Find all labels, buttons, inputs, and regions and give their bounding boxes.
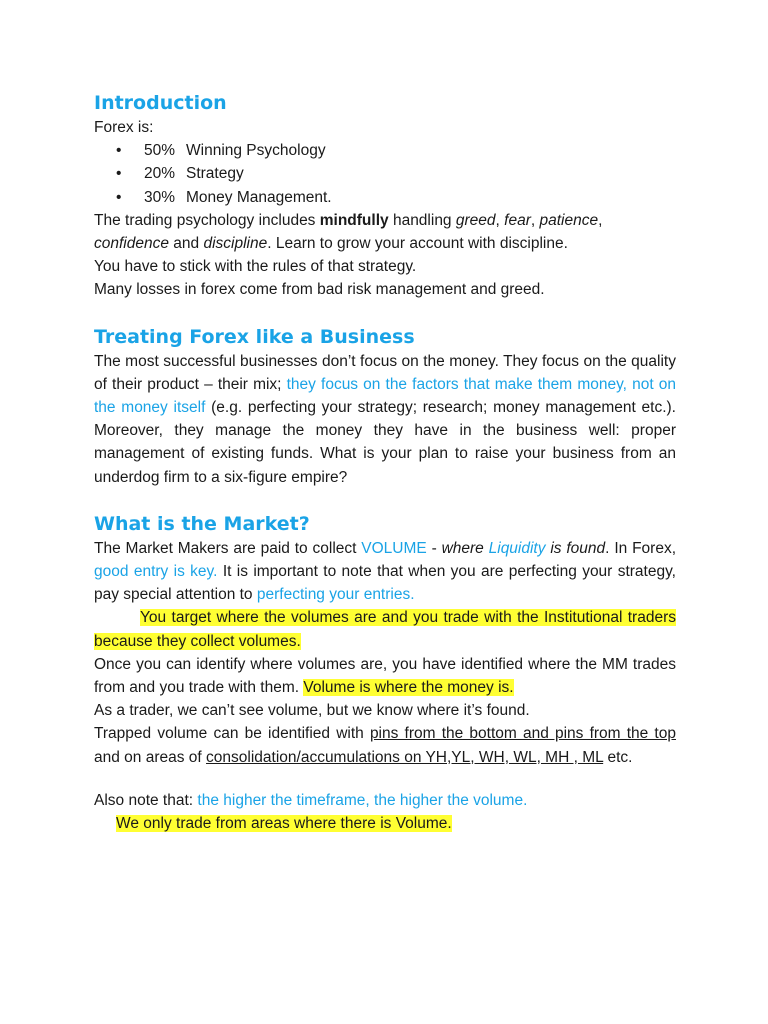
market-paragraph-trader: As a trader, we can’t see volume, but we know where it’s found. [94,702,530,720]
text-run: Once you can identify where volumes are, you have identified where the MM trades from and you trade with them. [94,655,676,697]
bullet-icon: • [116,165,122,183]
highlight-blue-text: perfecting your entries. [256,586,415,604]
bold-text: mindfully [319,211,389,229]
bullet-label: Strategy [186,165,244,183]
market-paragraph-only-trade [94,812,676,835]
text-run: and [168,235,204,253]
italic-text: patience [539,211,599,229]
text-run: etc. [603,748,633,766]
bullet-icon: • [116,142,122,160]
underlined-text: consolidation/accumulations on YH,YL, WH, WL, MH , ML [206,748,604,766]
italic-text: confidence [94,235,169,253]
italic-text: is found [545,539,606,557]
business-paragraph [94,350,676,489]
section-introduction [94,90,676,302]
bullet-percent: 50% [144,142,176,160]
intro-paragraph-losses: Many losses in forex come from bad risk management and greed. [94,281,545,299]
highlight-blue-text: good entry is key. [94,563,218,581]
intro-lead: Forex is: [94,119,154,136]
highlight-blue-text: they focus on the factors that make them money, not on the money itself [94,375,676,417]
market-paragraph-trapped [94,722,676,768]
yellow-highlight-text: We only trade from areas where there is Volume. [116,815,452,833]
list-item [94,186,676,209]
market-paragraph-volumes [94,653,676,699]
yellow-highlight-text: You target where the volumes are and you trade with the Institutional traders because they collect volumes. [94,609,676,650]
italic-text: where [441,539,489,557]
text-run: , [598,211,603,229]
heading-market: What is the Market? [94,512,310,535]
text-run: The most successful businesses don’t focus on the money. They focus on the quality of their product – their mix; [94,352,676,393]
text-run: Trapped volume can be identified with [94,725,370,743]
highlight-blue-text: Liquidity [488,539,546,557]
bullet-percent: 30% [144,188,176,206]
text-run: , [495,211,505,229]
text-run: In Forex, [614,539,676,557]
text-run: (e.g. perfecting your strategy; research; money management etc.). Moreover, they manage the money they have in the business well: proper management of existing funds. What is your plan to raise your business from an underdog firm to a six-figure empire? [94,399,676,486]
document-body [94,90,676,835]
bullet-percent: 20% [144,165,176,183]
yellow-highlight-text: Volume is where the money is. [303,679,514,697]
bullet-icon: • [116,188,122,206]
highlight-blue-text: VOLUME [361,539,427,557]
text-run: . Learn to grow your account with discipline. [267,235,568,253]
section-market [94,511,676,835]
text-run: . [605,539,610,557]
underlined-text: pins from the bottom and pins from the top [369,725,676,743]
text-run: - [426,539,442,557]
text-run: and on areas of [94,748,207,766]
text-run: The trading psychology includes [94,211,320,229]
text-run: , [530,211,540,229]
text-run: handling [388,211,456,229]
list-item [94,139,676,162]
heading-introduction: Introduction [94,92,227,114]
list-item [94,162,676,185]
highlight-blue-text: the higher the timeframe, the higher the volume. [197,791,528,809]
market-paragraph-timeframe [94,789,676,812]
text-run: It is important to note that when you are perfecting your strategy, pay special attention to [94,563,676,604]
heading-business: Treating Forex like a Business [94,325,415,348]
market-paragraph-makers [94,537,676,607]
market-highlight-paragraph [94,606,676,652]
bullet-list [94,139,676,209]
italic-text: fear [504,211,531,229]
text-run: The Market Makers are paid to collect [94,539,362,557]
text-run: Also note that: [94,791,198,809]
intro-paragraph-rules: You have to stick with the rules of that strategy. [94,258,417,276]
intro-paragraph-psychology [94,209,676,255]
italic-text: greed [455,211,496,229]
bullet-label: Winning Psychology [186,142,326,160]
paragraph-spacer [94,769,676,789]
italic-text: discipline [203,235,268,253]
bullet-label: Money Management. [186,188,332,206]
section-business [94,324,676,489]
